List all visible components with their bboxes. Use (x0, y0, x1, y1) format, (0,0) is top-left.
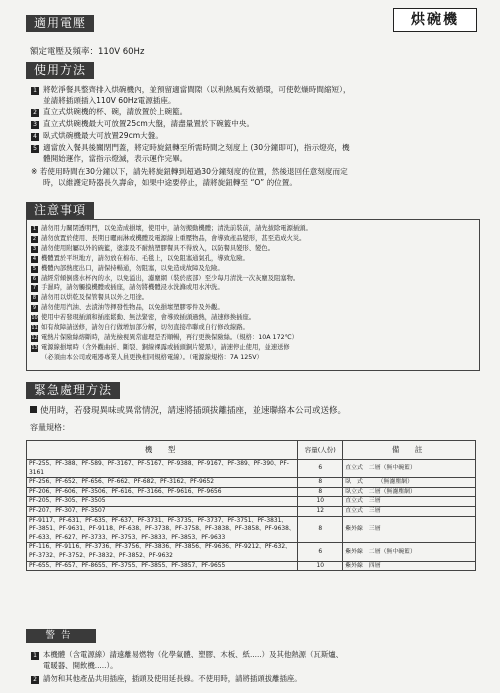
usage-item-1: 1 將乾淨餐具整齊排入烘碗機內，並預留適當間隙（以利熱風有效循環，可使乾燥時間縮短）， 並請將插頭插入110V 60Hz電源插座。 (31, 84, 481, 106)
capacity-cell: 8 (298, 478, 343, 488)
remark-cell: 直立式 二層（無中碗籃） (343, 460, 476, 478)
model-cell: PF-207、PF-307、PF-3507 (27, 506, 298, 516)
header-model: 機 型 (27, 441, 298, 460)
note-item (31, 333, 477, 343)
note-item (31, 303, 477, 313)
note-text: 如有故障請送修，請勿自行做增加部分解，切勿直接串聯或自行修改線路。 (41, 324, 249, 332)
remark-cell: 紫外線 四層 (343, 561, 476, 571)
note-text: 請勿用力關閉透明門，以免造成損壞，使用中，請勿搬動機體；清洗前裝前，請先拔除電源插頭。 (41, 225, 312, 232)
table-row (27, 561, 476, 571)
note-item (31, 254, 477, 264)
usage-item-4: 4 臥式烘碗機最大可放置29cm大盤。 (31, 130, 481, 141)
model-cell: PF-255、PF-388、PF-589、PF-3167、PF-5167、PF-9388、PF-9167、PF-389、PF-390、PF-3161 (27, 460, 298, 478)
usage-item-3: 3 直立式烘碗機最大可放置25cm大盤，請盡量置於下碗籃中央。 (31, 118, 481, 129)
table-header-row (27, 441, 476, 460)
number-badge: 2 (31, 676, 39, 684)
note-text: （必須由本公司或電器專業人員更換相同規格電線）。（電源線規格：7A 125V） (41, 353, 263, 361)
table-row (27, 460, 476, 478)
note-item (31, 343, 477, 353)
capacity-cell: 10 (298, 497, 343, 507)
note-text: 請勿使用汽油、去漬油等揮發性物品，以免損壞塑膠零件及外觀。 (41, 304, 224, 312)
number-badge: 13 (31, 344, 38, 351)
capacity-cell: 6 (298, 543, 343, 561)
note-text: 請經常傾倒盛水杯內的水，以免溢出，濾塵網（裝於底部）至少每月清洗一次灰塵及阻塞物。 (41, 274, 300, 282)
note-item (31, 293, 477, 303)
capacity-cell: 12 (298, 506, 343, 516)
usage-item-5-cont: 體開始運作，當指示燈滅，表示運作完畢。 (43, 154, 188, 163)
note-text: 電源線損壞時（含外觀曲折、斷裂、銅線裸露或插頭銅片變黑），請速停止使用，並速送修 (41, 343, 290, 351)
number-badge: 2 (32, 235, 37, 242)
note-item (31, 313, 477, 323)
capacity-cell: 6 (298, 460, 343, 478)
model-cell: PF-256、PF-652、PF-656、PF-662、PF-682、PF-3162、PF-9652 (27, 478, 298, 488)
model-cell: PF-206、PF-606、PF-3506、PF-616、PF-3166、PF-9616、PF-9656 (27, 487, 298, 497)
usage-item-1-cont: 並請將插頭插入110V 60Hz電源插座。 (43, 96, 176, 105)
header-remark: 備 註 (343, 441, 476, 460)
capacity-cell: 10 (298, 561, 343, 571)
usage-item-2: 2 直立式烘碗機的杯、碗，請放置於上碗籃。 (31, 106, 481, 117)
note-item (31, 323, 477, 333)
remark-cell: 臥 式 （無濾塵網） (343, 478, 476, 488)
note-text: 機體置於平坦地方，請勿放在棉布、毛毯上，以免阻塞通氣孔，導致危險。 (41, 254, 249, 262)
number-badge: 5 (31, 145, 39, 153)
warning-item-1: 1 本機體（含電源線）請遠離易燃物（化學氣體、塑膠、木板、紙.....）及其他熱源（瓦斯爐、 電暖器、開飲機.....）。 (31, 649, 481, 671)
number-badge: 4 (32, 255, 37, 262)
number-badge: 4 (31, 133, 39, 141)
product-title: 烘碗機 (393, 8, 477, 32)
section-usage-header: 使用方法 (26, 62, 94, 79)
model-cell: PF-205、PF-305、PF-3505 (27, 497, 298, 507)
table-row (27, 506, 476, 516)
note-item (31, 224, 477, 234)
remark-cell: 紫外線 二層（無中碗籃） (343, 543, 476, 561)
usage-item-5: 5 適當放入餐具後關閉門蓋，將定時旋鈕轉至所需時間之刻度上 (30分鐘即可)，指示燈亮，機 體開始運作，當指示燈滅，表示運作完畢。 (31, 142, 481, 164)
table-row (27, 497, 476, 507)
number-badge: 8 (32, 295, 37, 302)
remark-cell: 直立式 三層 (343, 506, 476, 516)
note-text: 電熱片保險絲熔斷時，請先檢視異常處理是否順暢，再行更換保險絲。（規格：10A 172℃） (41, 333, 298, 341)
number-badge: 2 (31, 109, 39, 117)
model-cell: PF-116、PF-9116、PF-3736、PF-3756、PF-3836、PF-3856、PF-9636、PF-9212、PF-632、PF-3732、PF-3752、PF-3832、PF-3852、PF-9632 (27, 543, 298, 561)
number-badge: 1 (31, 652, 39, 660)
number-badge: 1 (31, 87, 39, 95)
table-row (27, 478, 476, 488)
number-badge: 11 (31, 325, 38, 332)
capacity-label: 容量規格： (30, 423, 70, 432)
note-item (31, 353, 477, 363)
capacity-cell: 8 (298, 516, 343, 543)
section-emergency-header: 緊急處理方法 (26, 382, 120, 399)
remark-cell: 臥立式 二層（無濾塵網） (343, 487, 476, 497)
rated-voltage-text: 額定電壓及頻率：110V 60Hz (30, 47, 145, 57)
number-badge: 6 (32, 275, 37, 282)
table-row (27, 516, 476, 543)
notes-list (31, 224, 477, 363)
number-badge: 3 (32, 245, 37, 252)
section-notes-header: 注意事項 (26, 202, 94, 219)
capacity-table-body (27, 460, 476, 571)
emergency-text: 使用時，若發現異味或異常情況，請速將插頭拔離插座，並速聯絡本公司或送修。 (30, 404, 346, 416)
model-cell: PF-9117、PF-631、PF-635、PF-637、PF-3731、PF-3735、PF-3737、PF-3751、PF-3831、PF-3851、PF-9631、PF-9118、PF-638、PF-3738、PF-3758、PF-3838、PF-3858、PF-9638、PF-633、PF-627、PF-3733、PF-3753、PF-3833、PF-3853、PF-9633 (27, 516, 298, 543)
note-item (31, 264, 477, 274)
number-badge: 12 (31, 334, 38, 341)
note-text: 請勿使用附屬以外的碗籃，塗漆及不耐熱塑膠餐具不得放入，以防餐具變形、變色。 (41, 244, 274, 252)
remark-cell: 直立式 三層 (343, 497, 476, 507)
section-rating-header: 適用電壓 (26, 15, 94, 32)
note-item (31, 234, 477, 244)
warning-label: 警告 (26, 629, 96, 643)
usage-timer-note: ※ 若使用時間在30分鐘以下，請先將旋鈕轉到超過30分鐘刻度的位置，然後退回任意刻度而定 時，以維護定時器長久壽命，如果中途要停止，請將旋鈕轉至 “O” 的位置。 (31, 167, 348, 187)
number-badge: 3 (31, 121, 39, 129)
note-item (31, 283, 477, 293)
note-text: 請勿放置於使用、長期日曬雨淋或機體及電源線上重壓物品，會導致產品變形，甚至造成火災。 (41, 234, 306, 242)
capacity-cell: 8 (298, 487, 343, 497)
note-text: 機體內部熱度出口，請保持暢通，勿阻塞，以免造成故障及危險。 (41, 264, 224, 272)
warning-item-2: 2 請勿和其他產品共用插座，插頭及使用延長線。不使用時，請將插頭拔離插座。 (31, 673, 481, 684)
number-badge: 1 (32, 226, 37, 232)
capacity-table (26, 440, 476, 571)
note-text: 請勿用以烘乾及保管餐具以外之用途。 (41, 294, 149, 302)
note-item (31, 274, 477, 284)
remark-cell: 紫外線 三層 (343, 516, 476, 543)
number-badge: 5 (32, 265, 37, 272)
model-cell: PF-655、PF-657、PF-8655、PF-3755、PF-3855、PF-3857、PF-9655 (27, 561, 298, 571)
note-text: 使用中若發現插頭和插座鬆動、無法緊密，會導致插頭過熱，請速修換插座。 (41, 314, 256, 322)
table-row (27, 487, 476, 497)
note-text: 手濕時，請勿觸摸機體或插座，請勿將機體浸水洗滌或用水沖洗。 (41, 284, 224, 292)
number-badge: 7 (32, 285, 37, 292)
table-row (27, 543, 476, 561)
number-badge: 10 (31, 315, 38, 322)
number-badge: 9 (32, 305, 37, 312)
header-capacity: 容量(人份) (298, 441, 343, 460)
note-item (31, 244, 477, 254)
square-bullet-icon (30, 406, 37, 413)
